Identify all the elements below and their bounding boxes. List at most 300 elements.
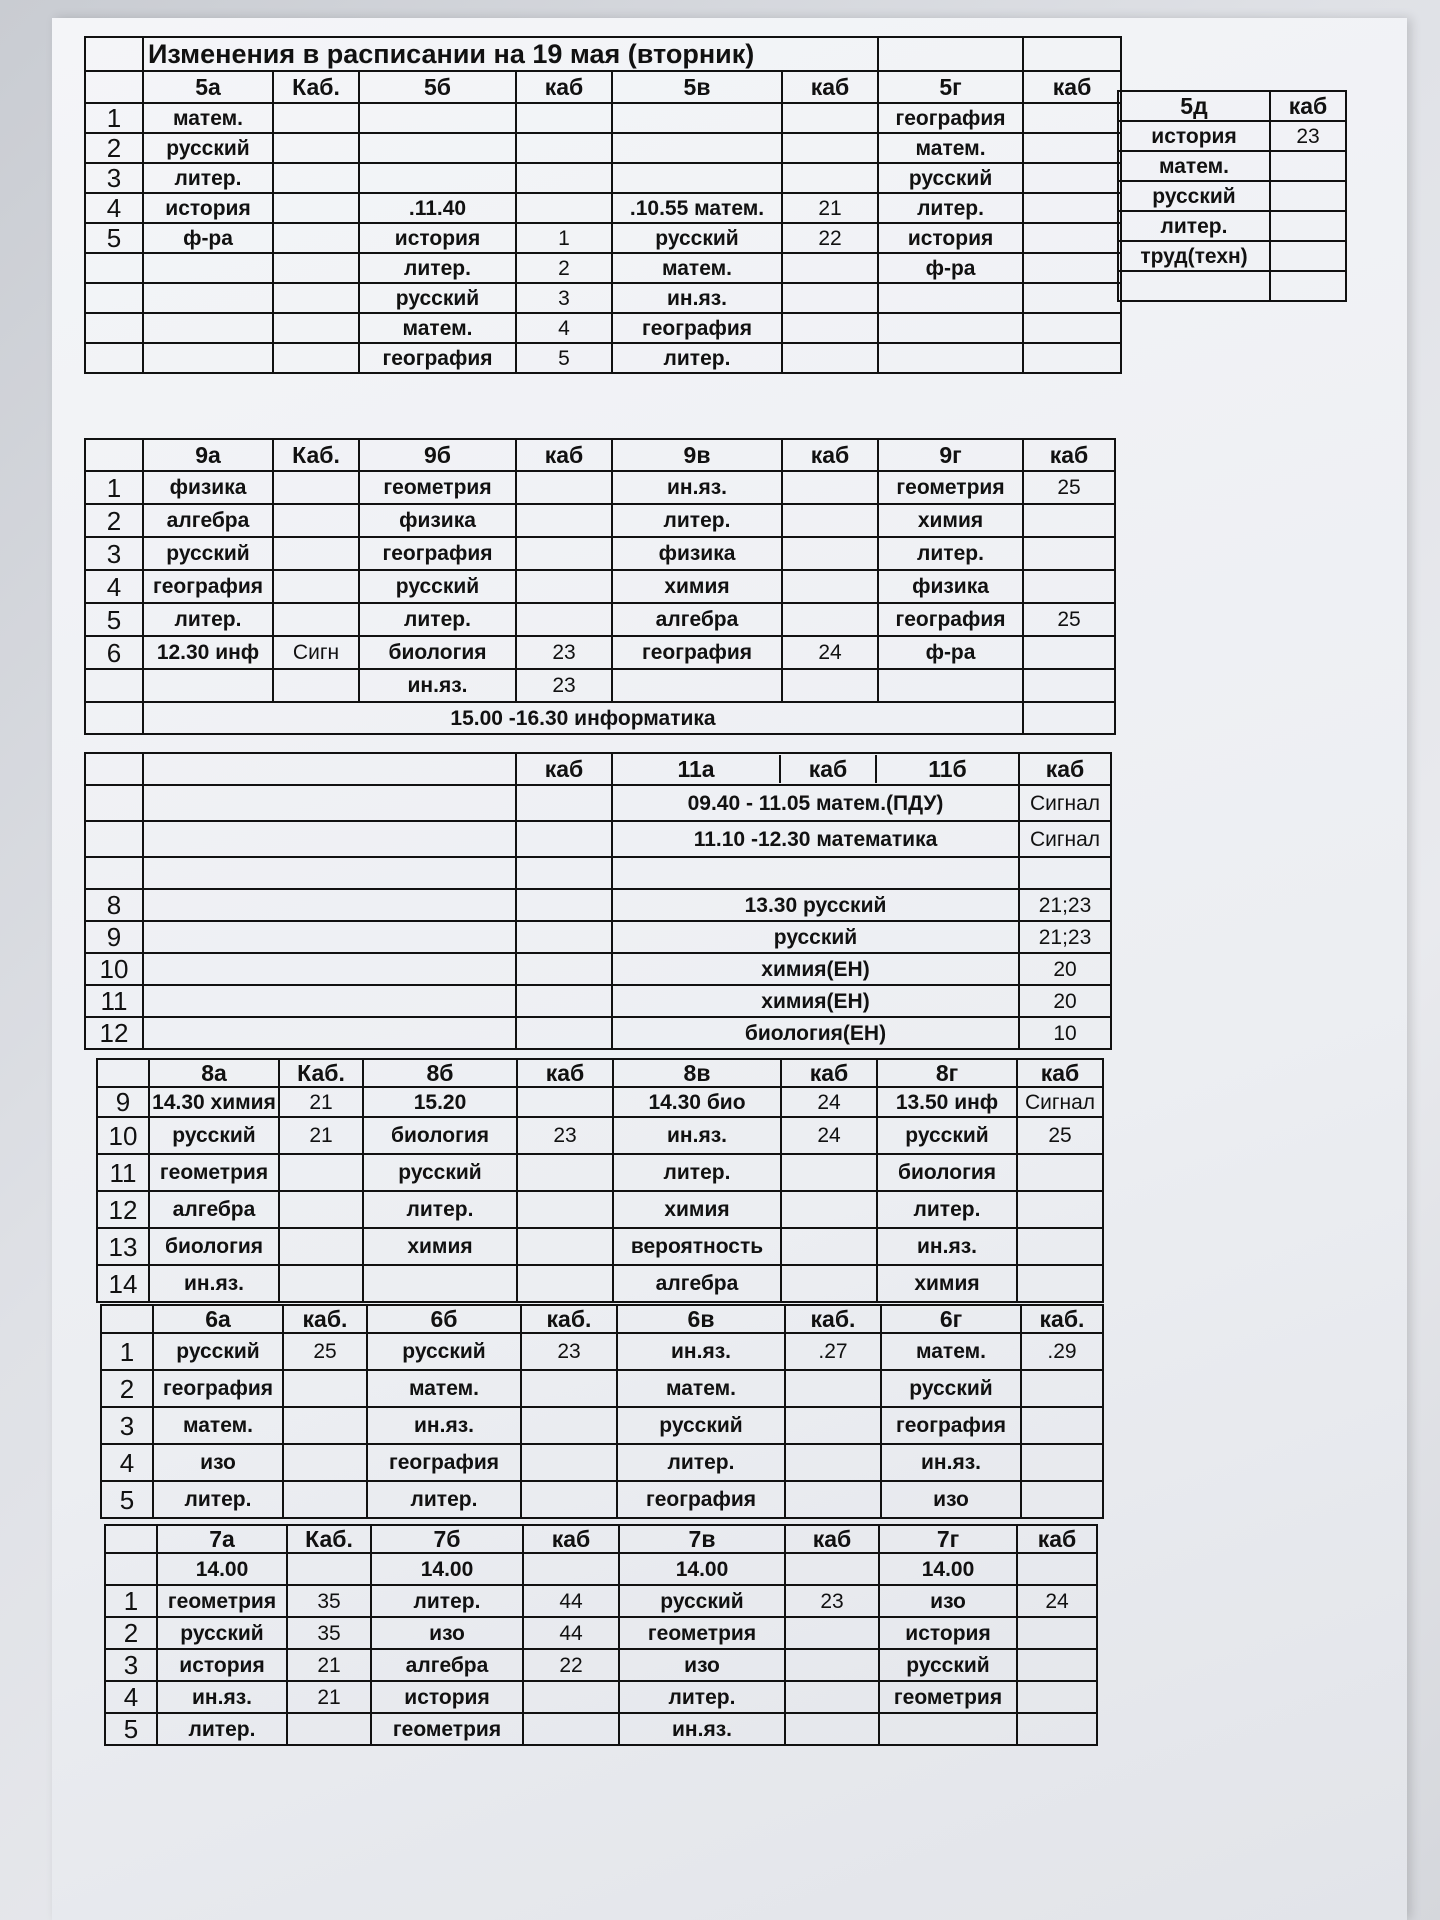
- table-cell: физика: [143, 471, 273, 504]
- column-header: каб.: [1021, 1305, 1103, 1333]
- table-cell: 3: [101, 1407, 153, 1444]
- schedule-7-grade: [104, 1524, 1098, 1746]
- table-cell: 20: [1019, 985, 1111, 1017]
- column-header: 5в: [612, 71, 782, 103]
- table-cell: 22: [782, 223, 878, 253]
- table-cell: [781, 1265, 877, 1302]
- table-cell: [517, 1228, 613, 1265]
- table-cell: русский: [881, 1370, 1021, 1407]
- table-cell: [523, 1713, 619, 1745]
- table-cell: 24: [782, 636, 878, 669]
- table-cell: [781, 1191, 877, 1228]
- column-header: каб: [1019, 753, 1111, 785]
- column-header: 6в: [617, 1305, 785, 1333]
- table-cell: [1019, 857, 1111, 889]
- table-row: [1118, 151, 1346, 181]
- table-cell: 21: [287, 1649, 371, 1681]
- table-cell: [273, 193, 359, 223]
- column-header: Каб.: [273, 71, 359, 103]
- table-cell: [143, 953, 516, 985]
- column-header: каб.: [521, 1305, 617, 1333]
- column-header: 7г: [879, 1525, 1017, 1553]
- table-cell: [1023, 223, 1121, 253]
- table-cell: [782, 103, 878, 133]
- table-cell: 1: [105, 1585, 157, 1617]
- table-cell: [1017, 1265, 1103, 1302]
- table-cell: литер.: [619, 1681, 785, 1713]
- table-cell: 24: [781, 1117, 877, 1154]
- header-row: [85, 753, 1111, 785]
- table-cell: 5: [105, 1713, 157, 1745]
- table-cell: 21: [782, 193, 878, 223]
- table-cell: география: [359, 537, 516, 570]
- table-cell: [782, 471, 878, 504]
- column-header: 8в: [613, 1059, 781, 1087]
- table-cell: [782, 133, 878, 163]
- table-cell: химия(ЕН): [612, 985, 1019, 1017]
- table-cell: 25: [1023, 471, 1115, 504]
- table-cell: матем.: [878, 133, 1023, 163]
- header-row: [1118, 91, 1346, 121]
- table-cell: [1023, 702, 1115, 734]
- table-cell: русский: [359, 570, 516, 603]
- table-cell: физика: [612, 537, 782, 570]
- table-cell: геометрия: [878, 471, 1023, 504]
- table-cell: [283, 1444, 367, 1481]
- table-cell: [283, 1407, 367, 1444]
- table-row: [85, 103, 1121, 133]
- table-cell: 44: [523, 1617, 619, 1649]
- table-cell: география: [143, 570, 273, 603]
- table-cell: [143, 985, 516, 1017]
- table-cell: 12: [85, 1017, 143, 1049]
- start-time: 14.00: [157, 1553, 287, 1585]
- table-cell: 21;23: [1019, 921, 1111, 953]
- table-cell: 2: [101, 1370, 153, 1407]
- table-cell: [85, 857, 143, 889]
- table-cell: [143, 785, 516, 821]
- table-cell: русский: [877, 1117, 1017, 1154]
- table-cell: [287, 1713, 371, 1745]
- table-cell: [878, 343, 1023, 373]
- table-cell: ин.яз.: [157, 1681, 287, 1713]
- table-cell: литер.: [877, 1191, 1017, 1228]
- schedule-8-grade: [96, 1058, 1104, 1303]
- table-cell: ин.яз.: [617, 1333, 785, 1370]
- table-cell: литер.: [367, 1481, 521, 1518]
- table-cell: [283, 1370, 367, 1407]
- table-cell: русский: [363, 1154, 517, 1191]
- table-row: [85, 921, 1111, 953]
- column-header: 9г: [878, 439, 1023, 471]
- table-cell: 9: [85, 921, 143, 953]
- table-cell: .11.40: [359, 193, 516, 223]
- header-cell: [612, 753, 1019, 785]
- column-header: каб: [516, 753, 612, 785]
- table-row: [97, 1228, 1103, 1265]
- column-header: Каб.: [273, 439, 359, 471]
- table-cell: физика: [878, 570, 1023, 603]
- table-cell: биология: [359, 636, 516, 669]
- table-cell: [1270, 241, 1346, 271]
- table-row: [105, 1681, 1097, 1713]
- table-cell: [785, 1481, 881, 1518]
- table-cell: 11.10 -12.30 математика: [612, 821, 1019, 857]
- table-cell: ин.яз.: [881, 1444, 1021, 1481]
- table-cell: [363, 1265, 517, 1302]
- table-cell: 1: [85, 471, 143, 504]
- table-row: [85, 669, 1115, 702]
- table-cell: 09.40 - 11.05 матем.(ПДУ): [612, 785, 1019, 821]
- start-time: 14.00: [879, 1553, 1017, 1585]
- table-cell: [273, 603, 359, 636]
- table-cell: [273, 471, 359, 504]
- table-cell: [516, 133, 612, 163]
- table-cell: 15.20: [363, 1087, 517, 1117]
- table-cell: ин.яз.: [149, 1265, 279, 1302]
- table-cell: [785, 1407, 881, 1444]
- table-cell: ин.яз.: [877, 1228, 1017, 1265]
- column-header: каб.: [785, 1305, 881, 1333]
- table-cell: [521, 1370, 617, 1407]
- table-cell: 35: [287, 1585, 371, 1617]
- table-cell: русский: [617, 1407, 785, 1444]
- table-cell: [782, 537, 878, 570]
- table-cell: русский: [143, 537, 273, 570]
- table-cell: матем.: [143, 103, 273, 133]
- table-row: [85, 343, 1121, 373]
- note-row: [85, 702, 1115, 734]
- table-cell: [273, 343, 359, 373]
- table-cell: 24: [1017, 1585, 1097, 1617]
- table-cell: [782, 283, 878, 313]
- table-cell: география: [617, 1481, 785, 1518]
- column-header: 8г: [877, 1059, 1017, 1087]
- table-cell: [1023, 163, 1121, 193]
- table-cell: [273, 537, 359, 570]
- table-cell: 21: [279, 1087, 363, 1117]
- table-cell: [359, 103, 516, 133]
- header-row: [101, 1305, 1103, 1333]
- table-cell: [1021, 1444, 1103, 1481]
- table-cell: литер.: [143, 603, 273, 636]
- table-cell: матем.: [367, 1370, 521, 1407]
- column-header: 8б: [363, 1059, 517, 1087]
- table-cell: [523, 1553, 619, 1585]
- table-cell: вероятность: [613, 1228, 781, 1265]
- table-cell: [1270, 181, 1346, 211]
- table-cell: [1118, 271, 1270, 301]
- table-cell: 8: [85, 889, 143, 921]
- table-cell: история: [143, 193, 273, 223]
- table-cell: русский: [619, 1585, 785, 1617]
- table-cell: [85, 785, 143, 821]
- table-cell: [273, 103, 359, 133]
- table-cell: [279, 1228, 363, 1265]
- table-cell: 3: [516, 283, 612, 313]
- table-cell: [517, 1087, 613, 1117]
- table-cell: русский: [153, 1333, 283, 1370]
- table-row: [101, 1333, 1103, 1370]
- table-cell: [516, 570, 612, 603]
- table-cell: [101, 1305, 153, 1333]
- table-cell: [1017, 1191, 1103, 1228]
- column-header: каб: [523, 1525, 619, 1553]
- table-cell: [273, 504, 359, 537]
- table-cell: [781, 1228, 877, 1265]
- table-cell: [143, 889, 516, 921]
- table-cell: [1270, 151, 1346, 181]
- table-cell: русский: [878, 163, 1023, 193]
- table-row: [85, 193, 1121, 223]
- table-cell: алгебра: [612, 603, 782, 636]
- table-cell: [782, 343, 878, 373]
- table-row: [85, 504, 1115, 537]
- table-cell: [516, 1017, 612, 1049]
- header-row: [85, 439, 1115, 471]
- table-row: [85, 821, 1111, 857]
- table-cell: [1017, 1617, 1097, 1649]
- page-title: Изменения в расписании на 19 мая (вторник): [143, 37, 878, 71]
- table-cell: 1: [101, 1333, 153, 1370]
- table-cell: [612, 857, 1019, 889]
- table-cell: [279, 1154, 363, 1191]
- table-row: [97, 1154, 1103, 1191]
- column-header: каб: [516, 71, 612, 103]
- table-cell: [143, 313, 273, 343]
- table-cell: [143, 343, 273, 373]
- column-header: 11а: [613, 755, 781, 783]
- table-cell: [85, 753, 143, 785]
- table-cell: [105, 1525, 157, 1553]
- table-cell: [1017, 1713, 1097, 1745]
- table-cell: [1017, 1154, 1103, 1191]
- table-cell: [85, 283, 143, 313]
- table-cell: география: [878, 603, 1023, 636]
- column-header: каб: [1023, 71, 1121, 103]
- table-cell: история: [359, 223, 516, 253]
- table-row: [101, 1370, 1103, 1407]
- table-cell: литер.: [878, 193, 1023, 223]
- table-cell: химия: [363, 1228, 517, 1265]
- table-cell: Сигнал: [1017, 1087, 1103, 1117]
- table-row: [85, 283, 1121, 313]
- table-cell: ин.яз.: [367, 1407, 521, 1444]
- schedule-6-grade: [100, 1304, 1104, 1519]
- table-cell: [1017, 1649, 1097, 1681]
- table-cell: 5: [85, 603, 143, 636]
- table-cell: 12.30 инф: [143, 636, 273, 669]
- table-cell: 23: [516, 669, 612, 702]
- table-cell: русский: [879, 1649, 1017, 1681]
- table-cell: [1021, 1407, 1103, 1444]
- table-cell: ф-ра: [143, 223, 273, 253]
- table-cell: 14.30 био: [613, 1087, 781, 1117]
- column-header: 6г: [881, 1305, 1021, 1333]
- schedule-5-grade: [84, 36, 1122, 374]
- table-cell: [782, 603, 878, 636]
- table-cell: [516, 985, 612, 1017]
- table-cell: литер.: [878, 537, 1023, 570]
- table-cell: 4: [85, 570, 143, 603]
- table-cell: [516, 504, 612, 537]
- table-cell: история: [878, 223, 1023, 253]
- table-cell: 10: [1019, 1017, 1111, 1049]
- table-cell: [143, 283, 273, 313]
- table-cell: история: [1118, 121, 1270, 151]
- table-cell: [359, 163, 516, 193]
- table-cell: 12: [97, 1191, 149, 1228]
- table-cell: [279, 1191, 363, 1228]
- table-cell: 21;23: [1019, 889, 1111, 921]
- table-cell: 3: [85, 537, 143, 570]
- schedule-11-grade: [84, 752, 1112, 1050]
- table-cell: матем.: [881, 1333, 1021, 1370]
- table-cell: 6: [85, 636, 143, 669]
- column-header: 8а: [149, 1059, 279, 1087]
- table-row: [105, 1585, 1097, 1617]
- table-cell: 20: [1019, 953, 1111, 985]
- table-cell: [517, 1154, 613, 1191]
- table-cell: [97, 1059, 149, 1087]
- table-cell: [359, 133, 516, 163]
- table-cell: изо: [879, 1585, 1017, 1617]
- table-cell: [85, 313, 143, 343]
- table-cell: 14.30 химия: [149, 1087, 279, 1117]
- table-cell: 11: [85, 985, 143, 1017]
- table-row: [1118, 241, 1346, 271]
- table-cell: биология(ЕН): [612, 1017, 1019, 1049]
- table-cell: 1: [516, 223, 612, 253]
- table-cell: [283, 1481, 367, 1518]
- table-cell: [516, 163, 612, 193]
- table-row: [105, 1713, 1097, 1745]
- table-cell: литер.: [153, 1481, 283, 1518]
- header-row: [97, 1059, 1103, 1087]
- table-cell: 35: [287, 1617, 371, 1649]
- column-header: каб: [782, 439, 878, 471]
- table-cell: 21: [279, 1117, 363, 1154]
- table-cell: литер.: [1118, 211, 1270, 241]
- table-cell: [1023, 313, 1121, 343]
- table-cell: Сигнал: [1019, 821, 1111, 857]
- table-cell: геометрия: [149, 1154, 279, 1191]
- column-header: каб: [785, 1525, 879, 1553]
- table-cell: [273, 570, 359, 603]
- table-cell: 13.50 инф: [877, 1087, 1017, 1117]
- table-cell: [612, 669, 782, 702]
- table-cell: [1023, 343, 1121, 373]
- table-cell: алгебра: [149, 1191, 279, 1228]
- table-cell: 22: [523, 1649, 619, 1681]
- table-row: [1118, 211, 1346, 241]
- table-cell: [143, 753, 516, 785]
- table-cell: [521, 1481, 617, 1518]
- table-cell: [785, 1553, 879, 1585]
- table-cell: геометрия: [619, 1617, 785, 1649]
- table-cell: [782, 313, 878, 343]
- table-cell: [516, 537, 612, 570]
- table-cell: [516, 603, 612, 636]
- table-cell: 9: [97, 1087, 149, 1117]
- table-row: [85, 985, 1111, 1017]
- table-row: [85, 537, 1115, 570]
- table-cell: 14: [97, 1265, 149, 1302]
- table-row: [101, 1407, 1103, 1444]
- table-cell: география: [878, 103, 1023, 133]
- table-cell: матем.: [617, 1370, 785, 1407]
- table-cell: география: [367, 1444, 521, 1481]
- table-cell: 1: [85, 103, 143, 133]
- table-cell: литер.: [363, 1191, 517, 1228]
- table-row: [105, 1649, 1097, 1681]
- table-cell: .27: [785, 1333, 881, 1370]
- table-cell: 21: [287, 1681, 371, 1713]
- table-cell: 4: [85, 193, 143, 223]
- time-row: [105, 1553, 1097, 1585]
- table-cell: [782, 669, 878, 702]
- table-cell: [516, 857, 612, 889]
- table-cell: [273, 253, 359, 283]
- table-cell: [143, 857, 516, 889]
- table-row: [97, 1117, 1103, 1154]
- table-cell: [1270, 271, 1346, 301]
- table-row: [97, 1191, 1103, 1228]
- table-cell: 2: [85, 133, 143, 163]
- schedule-5d: [1117, 90, 1347, 302]
- table-cell: 4: [105, 1681, 157, 1713]
- table-cell: [785, 1617, 879, 1649]
- table-cell: [782, 253, 878, 283]
- table-cell: [516, 193, 612, 223]
- table-cell: 13.30 русский: [612, 889, 1019, 921]
- column-header: 6а: [153, 1305, 283, 1333]
- table-cell: ин.яз.: [612, 471, 782, 504]
- table-cell: [517, 1265, 613, 1302]
- table-row: [1118, 271, 1346, 301]
- table-cell: матем.: [153, 1407, 283, 1444]
- table-cell: [782, 570, 878, 603]
- table-cell: [1270, 211, 1346, 241]
- table-cell: 2: [105, 1617, 157, 1649]
- table-cell: 24: [781, 1087, 877, 1117]
- table-cell: 44: [523, 1585, 619, 1617]
- table-cell: [105, 1553, 157, 1585]
- table-cell: биология: [363, 1117, 517, 1154]
- table-cell: ин.яз.: [612, 283, 782, 313]
- table-cell: [782, 163, 878, 193]
- table-cell: 5: [101, 1481, 153, 1518]
- table-cell: 4: [516, 313, 612, 343]
- table-cell: [612, 163, 782, 193]
- table-cell: геометрия: [359, 471, 516, 504]
- table-cell: матем.: [359, 313, 516, 343]
- table-cell: литер.: [371, 1585, 523, 1617]
- table-row: [85, 785, 1111, 821]
- table-cell: алгебра: [143, 504, 273, 537]
- table-cell: [85, 669, 143, 702]
- table-cell: матем.: [612, 253, 782, 283]
- column-header: 5б: [359, 71, 516, 103]
- table-row: [97, 1265, 1103, 1302]
- table-cell: изо: [881, 1481, 1021, 1518]
- table-cell: [879, 1713, 1017, 1745]
- table-cell: русский: [157, 1617, 287, 1649]
- table-cell: 3: [85, 163, 143, 193]
- table-row: [101, 1481, 1103, 1518]
- column-header: 5а: [143, 71, 273, 103]
- column-header: каб: [1270, 91, 1346, 121]
